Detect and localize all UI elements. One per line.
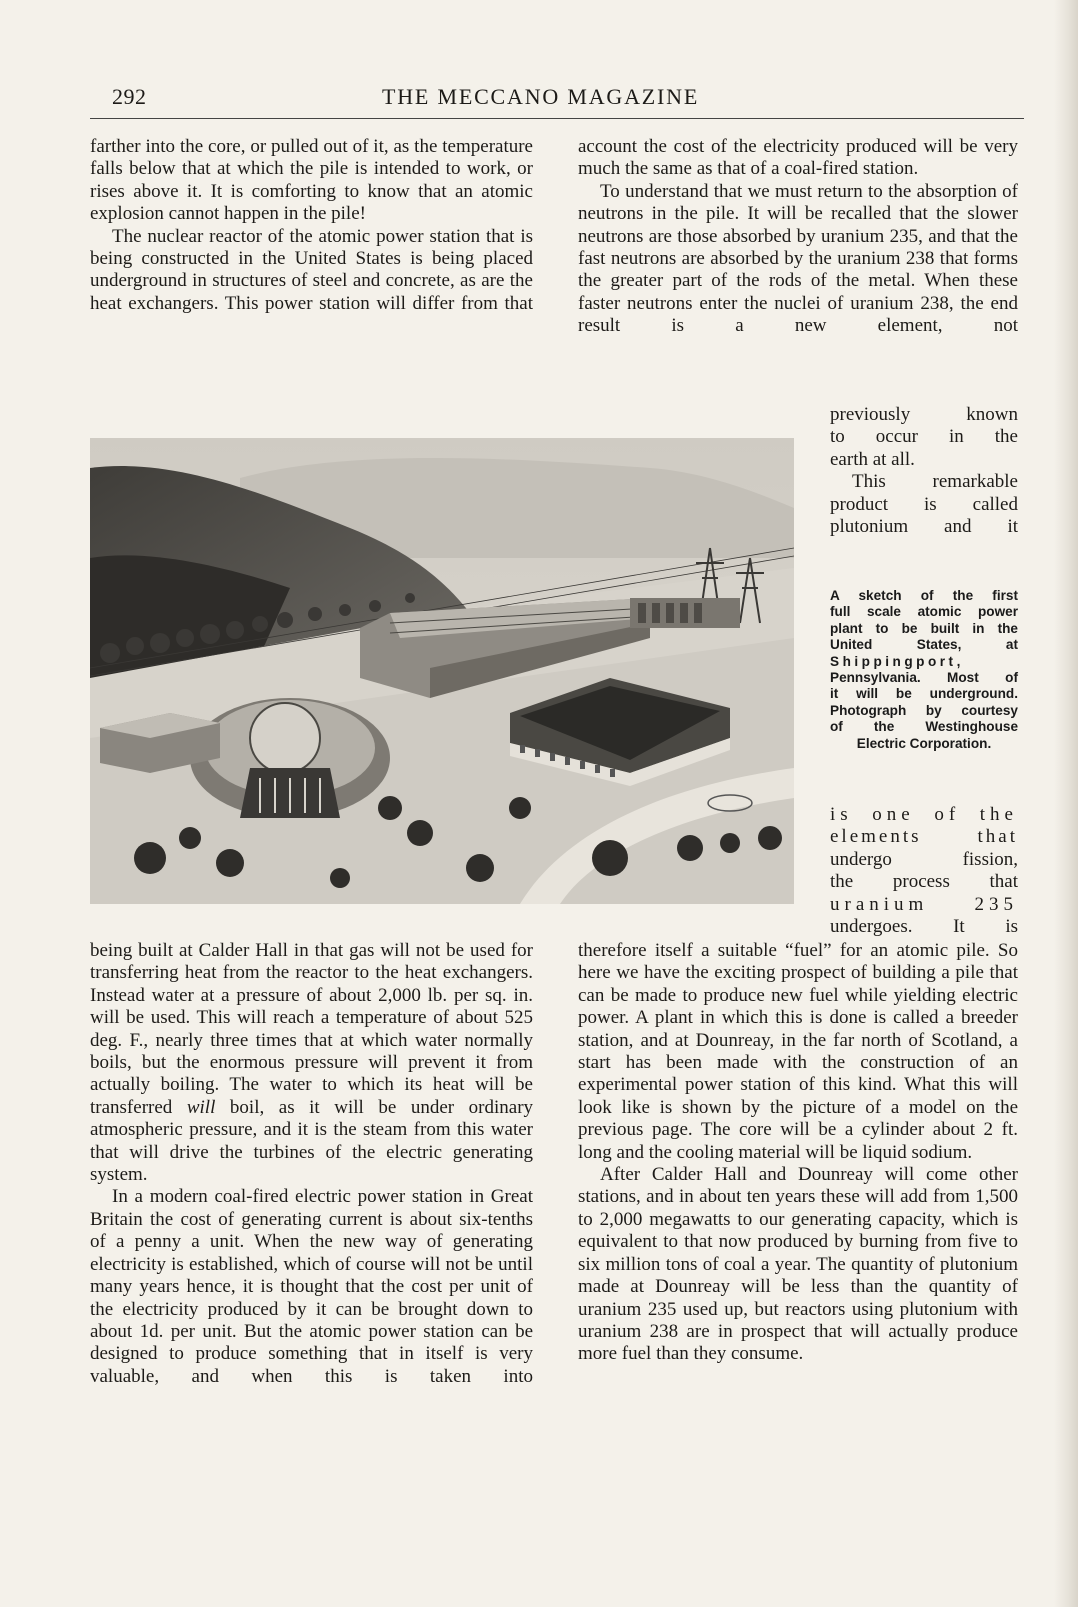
caption-line: United States, at bbox=[830, 637, 1018, 653]
right-column-bottom bbox=[578, 940, 1018, 1366]
figure-caption bbox=[830, 588, 1018, 752]
paragraph: farther into the core, or pulled out of it, as the temperature falls below that at which the pile is intended to work, or rises above it. It is comforting to know that an atomic explosion cannot happen in the pile! bbox=[90, 136, 533, 225]
caption-line: Pennsylvania. Most of bbox=[830, 670, 1018, 686]
caption-line: Photograph by courtesy bbox=[830, 702, 1018, 718]
caption-line: A sketch of the first bbox=[830, 588, 1018, 603]
page-edge-shadow bbox=[1054, 0, 1078, 1607]
caption-line: Electric Corporation. bbox=[856, 735, 992, 751]
text-line: to occur in the bbox=[830, 426, 1018, 448]
plant-sketch-image bbox=[90, 438, 794, 904]
text-line: undergo fission, bbox=[830, 848, 1018, 870]
paragraph: In a modern coal-fired electric power station in Great Britain the cost of generating current is about six-tenths of a penny a unit. When the new way of generating electricity is established, which of course will not be until many years hence, it is thought that the cost per unit of the electricity produced by it can be brought down to about 1d. per unit. But the atomic power station can be designed to produce something that in itself is very valuable, and when this is taken into bbox=[90, 1186, 533, 1387]
text-line: uranium 235 bbox=[830, 893, 1018, 915]
header-rule bbox=[90, 118, 1024, 119]
paragraph: account the cost of the electricity produced will be very much the same as that of a coal-fired station. bbox=[578, 136, 1018, 180]
caption-line: plant to be built in the bbox=[830, 620, 1018, 636]
text-line: product is called bbox=[830, 493, 1018, 515]
left-column-bottom bbox=[90, 940, 533, 1388]
text-line: This remarkable bbox=[852, 471, 1018, 493]
page-header bbox=[112, 84, 1024, 114]
text-line: earth at all. bbox=[830, 448, 915, 470]
text-line: elements that bbox=[830, 826, 1018, 848]
page-number: 292 bbox=[112, 84, 147, 109]
text-line: is one of the bbox=[830, 804, 1018, 825]
caption-line: full scale atomic power bbox=[830, 604, 1018, 620]
caption-line: Shippingport, bbox=[830, 653, 964, 669]
text-line: undergoes. It is bbox=[830, 916, 1018, 938]
paragraph-text: being built at Calder Hall in that gas will not be used for transferring heat from the reactor to the heat exchangers. Instead water at a pressure of about 2,000 lb. per sq. in. will be used. This will reach a temperature of about 525 deg. F., nearly three times that at which water normally boils, but the enormous pressure will prevent it from actually boiling. The water to which its heat will be transferred bbox=[90, 940, 533, 1118]
paragraph: To understand that we must return to the absorption of neutrons in the pile. It will be recalled that the slower neutrons are those absorbed by uranium 235, and that the fast neutrons are absorbed by the uranium 238 that forms the greater part of the rods of the metal. When these faster neutrons enter the nuclei of uranium 238, the end result is a new element, not bbox=[578, 180, 1018, 337]
paragraph bbox=[90, 940, 533, 1186]
emphasized-word: will bbox=[186, 1096, 216, 1118]
magazine-title: THE MECCANO MAGAZINE bbox=[382, 84, 700, 109]
text-line: plutonium and it bbox=[830, 516, 1018, 538]
right-narrow-text-upper bbox=[830, 404, 1018, 538]
paragraph-text: boil, as it will be under ordinary atmospheric pressure, and it is the steam from this water that will drive the turbines of the electric generating system. bbox=[90, 1096, 534, 1186]
power-plant-illustration bbox=[90, 438, 794, 904]
right-column-top bbox=[578, 136, 1018, 338]
paragraph: therefore itself a suitable “fuel” for an atomic pile. So here we have the exciting prospect of building a pile that can be made to produce new fuel while yielding electric power. A plant in which this is done is called a breeder station, and at Dounreay, in the far north of Scotland, a start has been made with the construction of an experimental power station of this kind. What this will look like is shown by the picture of a model on the previous page. The core will be a cylinder about 2 ft. long and the cooling material will be liquid sodium. bbox=[578, 940, 1018, 1163]
caption-line: it will be underground. bbox=[830, 686, 1018, 702]
paragraph: After Calder Hall and Dounreay will come other stations, and in about ten years these will add from 1,500 to 2,000 megawatts to our generating capacity, which is equivalent to that now produced by burning from five to six million tons of coal a year. The quantity of plutonium made at Dounreay will be less than the quantity of uranium 235 used up, but reactors using plutonium with uranium 238 are in prospect that will actually produce more fuel than they consume. bbox=[578, 1164, 1018, 1365]
text-line: previously known bbox=[830, 404, 1018, 425]
text-line: the process that bbox=[830, 871, 1018, 893]
caption-line: of the Westinghouse bbox=[830, 719, 1018, 735]
left-column-top bbox=[90, 136, 533, 315]
right-narrow-text-lower bbox=[830, 804, 1018, 938]
paragraph: The nuclear reactor of the atomic power station that is being constructed in the United States is being placed underground in structures of steel and concrete, as are the heat exchangers. This power station will differ from that bbox=[90, 225, 533, 314]
